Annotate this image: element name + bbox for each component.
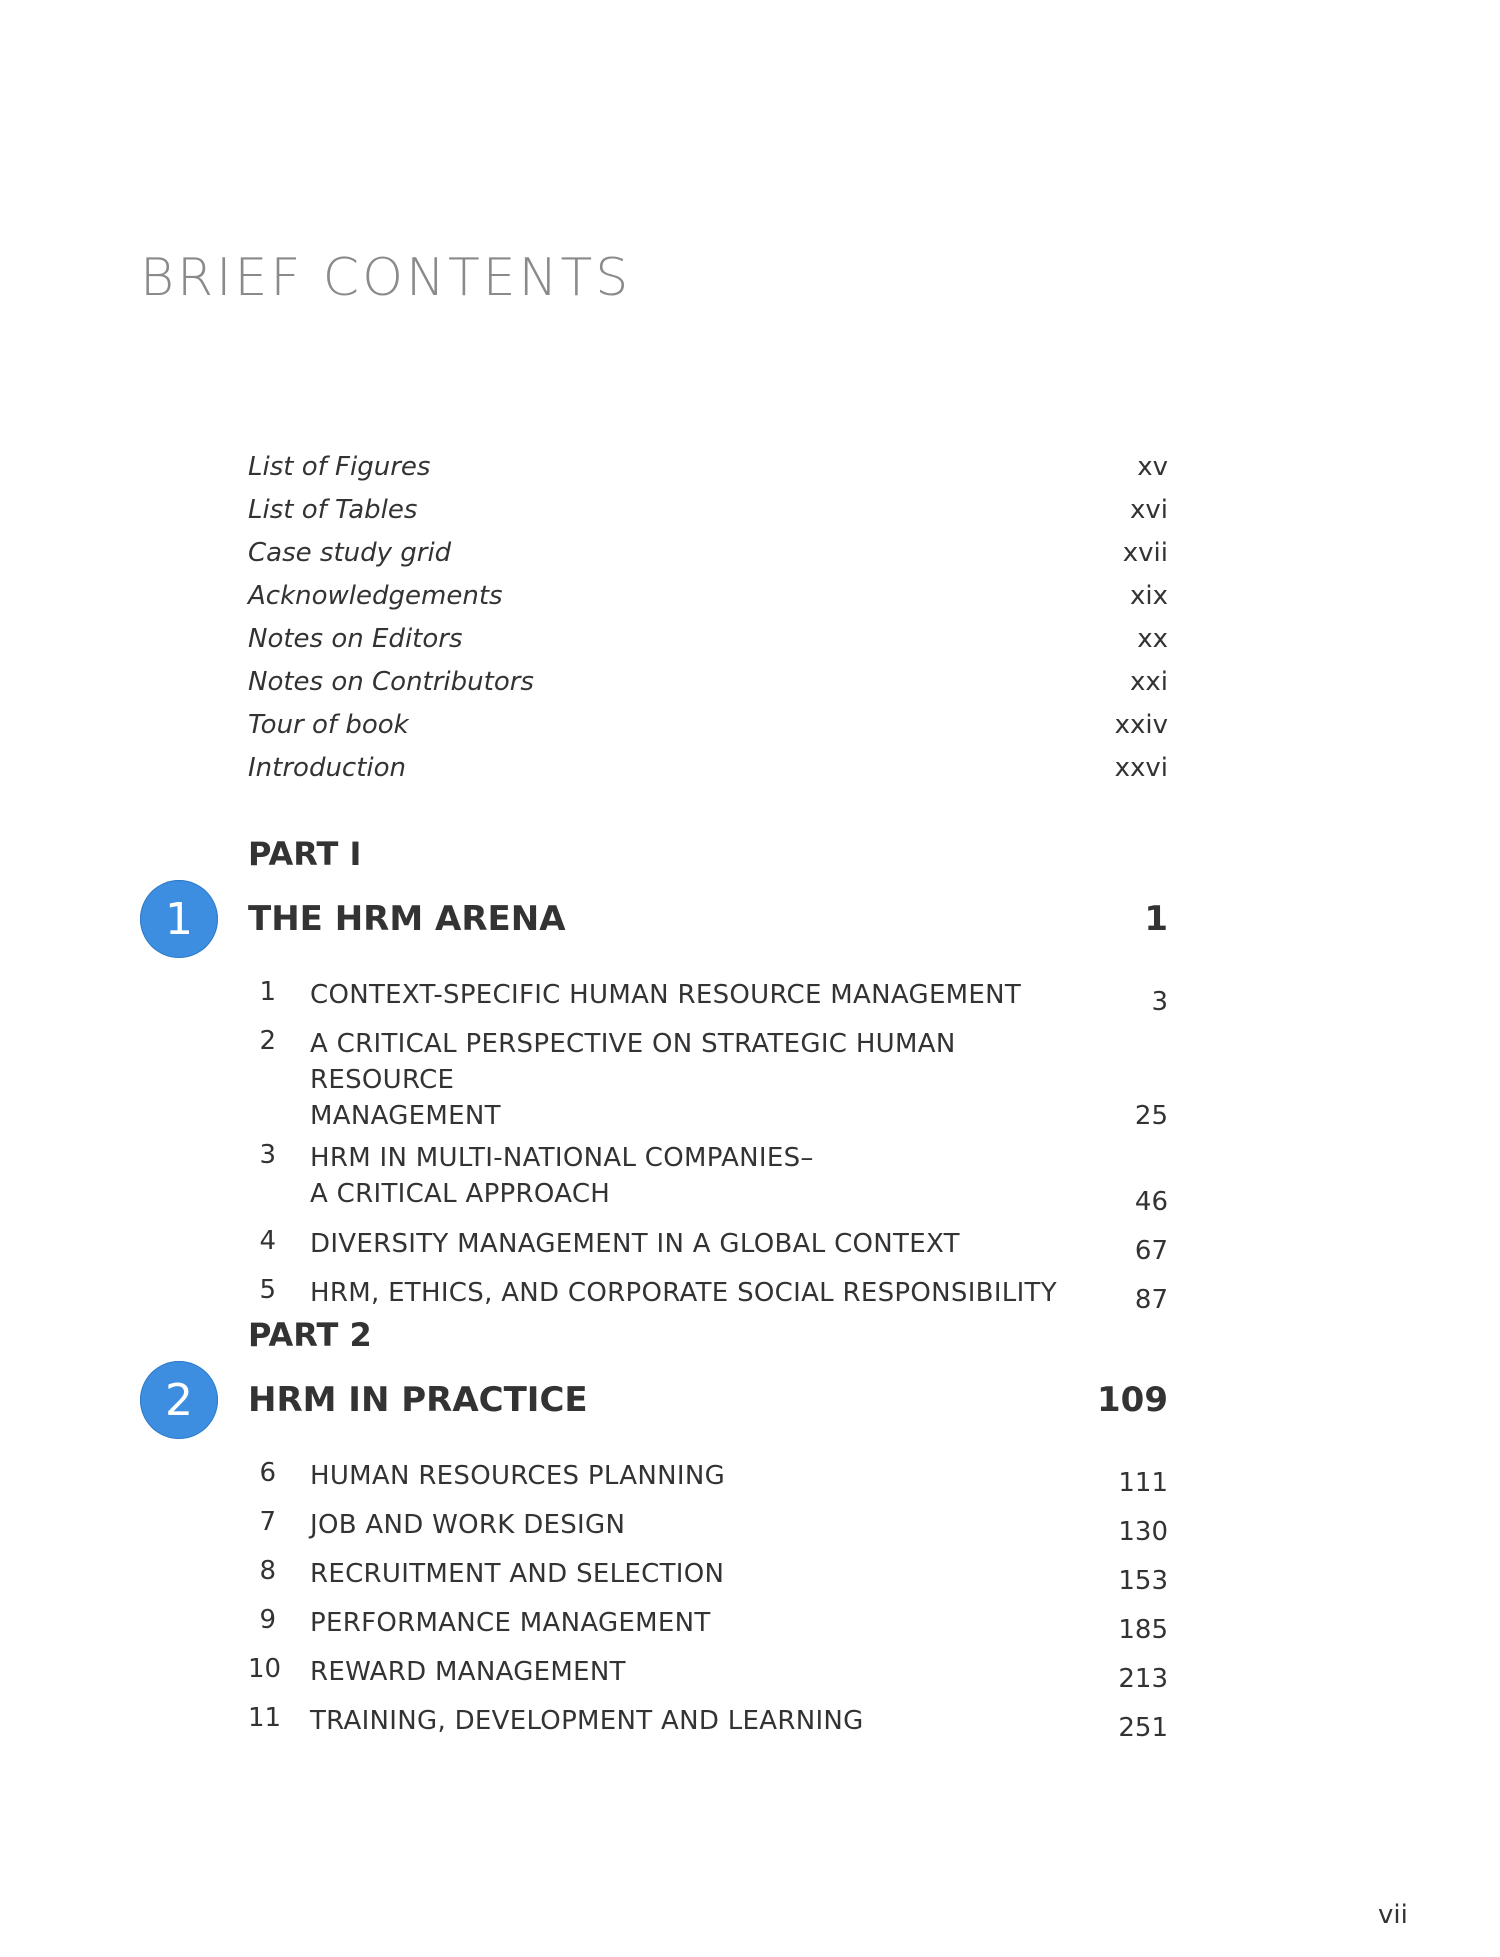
chapter-entry[interactable]	[248, 1648, 1168, 1697]
chapter-list	[248, 1452, 1168, 1746]
chapter-number: 2	[259, 1026, 276, 1056]
part-title: THE HRM ARENA	[248, 899, 566, 939]
chapter-number: 3	[259, 1140, 276, 1170]
entry-label: Tour of book	[248, 710, 409, 740]
chapter-title: REWARD MANAGEMENT	[310, 1657, 626, 1687]
part-label: PART 2	[248, 1316, 372, 1354]
chapter-page: 130	[1118, 1517, 1168, 1547]
chapter-title: PERFORMANCE MANAGEMENT	[310, 1608, 711, 1638]
toc-entry[interactable]	[248, 495, 1168, 538]
part-section	[140, 827, 1168, 1318]
chapter-entry[interactable]	[248, 971, 1168, 1020]
chapter-page: 3	[1151, 987, 1168, 1017]
chapter-entry[interactable]	[248, 1550, 1168, 1599]
toc-entry[interactable]	[248, 710, 1168, 753]
entry-label: List of Tables	[248, 495, 418, 525]
part-label: PART I	[248, 835, 362, 873]
prelim-list	[248, 452, 1168, 796]
entry-label: Acknowledgements	[248, 581, 503, 611]
entry-page: xx	[1137, 624, 1168, 654]
part-section	[140, 1308, 1168, 1746]
entry-label: Notes on Contributors	[248, 667, 534, 697]
chapter-page: 251	[1118, 1713, 1168, 1743]
part-page: 1	[1144, 899, 1168, 939]
toc-entry[interactable]	[248, 667, 1168, 710]
entry-page: xix	[1130, 581, 1168, 611]
toc-entry[interactable]	[248, 624, 1168, 667]
chapter-page: 67	[1134, 1236, 1168, 1266]
chapter-page: 87	[1134, 1285, 1168, 1315]
page-number: vii	[1378, 1900, 1408, 1930]
chapter-number: 10	[248, 1654, 282, 1684]
chapter-page: 185	[1118, 1615, 1168, 1645]
chapter-title: TRAINING, DEVELOPMENT AND LEARNING	[310, 1706, 864, 1736]
chapter-title: RECRUITMENT AND SELECTION	[310, 1559, 725, 1589]
chapter-entry[interactable]	[248, 1599, 1168, 1648]
entry-page: xxiv	[1114, 710, 1168, 740]
toc-entry[interactable]	[248, 753, 1168, 796]
toc-entry[interactable]	[248, 538, 1168, 581]
entry-label: Introduction	[248, 753, 407, 783]
chapter-number: 8	[259, 1556, 276, 1586]
chapter-page: 111	[1118, 1468, 1168, 1498]
part-title: HRM IN PRACTICE	[248, 1380, 588, 1420]
chapter-title: JOB AND WORK DESIGN	[310, 1510, 626, 1540]
chapter-list	[248, 971, 1168, 1318]
chapter-number: 6	[259, 1458, 276, 1488]
entry-page: xv	[1137, 452, 1168, 482]
chapter-title: A CRITICAL PERSPECTIVE ON STRATEGIC HUMAN RESOURCE MANAGEMENT	[310, 1029, 956, 1131]
chapter-page: 46	[1134, 1187, 1168, 1217]
part-heading[interactable]	[140, 1362, 1168, 1438]
part-page: 109	[1097, 1380, 1168, 1420]
chapter-entry[interactable]	[248, 1452, 1168, 1501]
toc-entry[interactable]	[248, 452, 1168, 495]
chapter-entry[interactable]	[248, 1134, 1168, 1220]
entry-page: xxvi	[1114, 753, 1168, 783]
chapter-number: 4	[259, 1226, 276, 1256]
part-number-badge: 1	[140, 880, 218, 958]
toc-entry[interactable]	[248, 581, 1168, 624]
part-number-badge: 2	[140, 1361, 218, 1439]
entry-page: xvii	[1122, 538, 1168, 568]
chapter-entry[interactable]	[248, 1220, 1168, 1269]
chapter-page: 25	[1134, 1101, 1168, 1131]
chapter-number: 11	[248, 1703, 282, 1733]
chapter-entry[interactable]	[248, 1697, 1168, 1746]
chapter-title: HUMAN RESOURCES PLANNING	[310, 1461, 726, 1491]
entry-label: Case study grid	[248, 538, 452, 568]
chapter-page: 213	[1118, 1664, 1168, 1694]
page-title: BRIEF CONTENTS	[140, 248, 632, 308]
chapter-number: 5	[259, 1275, 276, 1305]
chapter-title: DIVERSITY MANAGEMENT IN A GLOBAL CONTEXT	[310, 1229, 960, 1259]
entry-label: Notes on Editors	[248, 624, 463, 654]
entry-page: xvi	[1130, 495, 1168, 525]
chapter-title: HRM, ETHICS, AND CORPORATE SOCIAL RESPONSIBILITY	[310, 1278, 1057, 1308]
chapter-entry[interactable]	[248, 1501, 1168, 1550]
chapter-page: 153	[1118, 1566, 1168, 1596]
chapter-number: 9	[259, 1605, 276, 1635]
chapter-entry[interactable]	[248, 1020, 1168, 1134]
part-heading[interactable]	[140, 881, 1168, 957]
chapter-title: CONTEXT-SPECIFIC HUMAN RESOURCE MANAGEMENT	[310, 980, 1022, 1010]
entry-label: List of Figures	[248, 452, 431, 482]
chapter-title: HRM IN MULTI-NATIONAL COMPANIES– A CRITICAL APPROACH	[310, 1143, 814, 1209]
entry-page: xxi	[1130, 667, 1168, 697]
chapter-number: 1	[259, 977, 276, 1007]
chapter-number: 7	[259, 1507, 276, 1537]
